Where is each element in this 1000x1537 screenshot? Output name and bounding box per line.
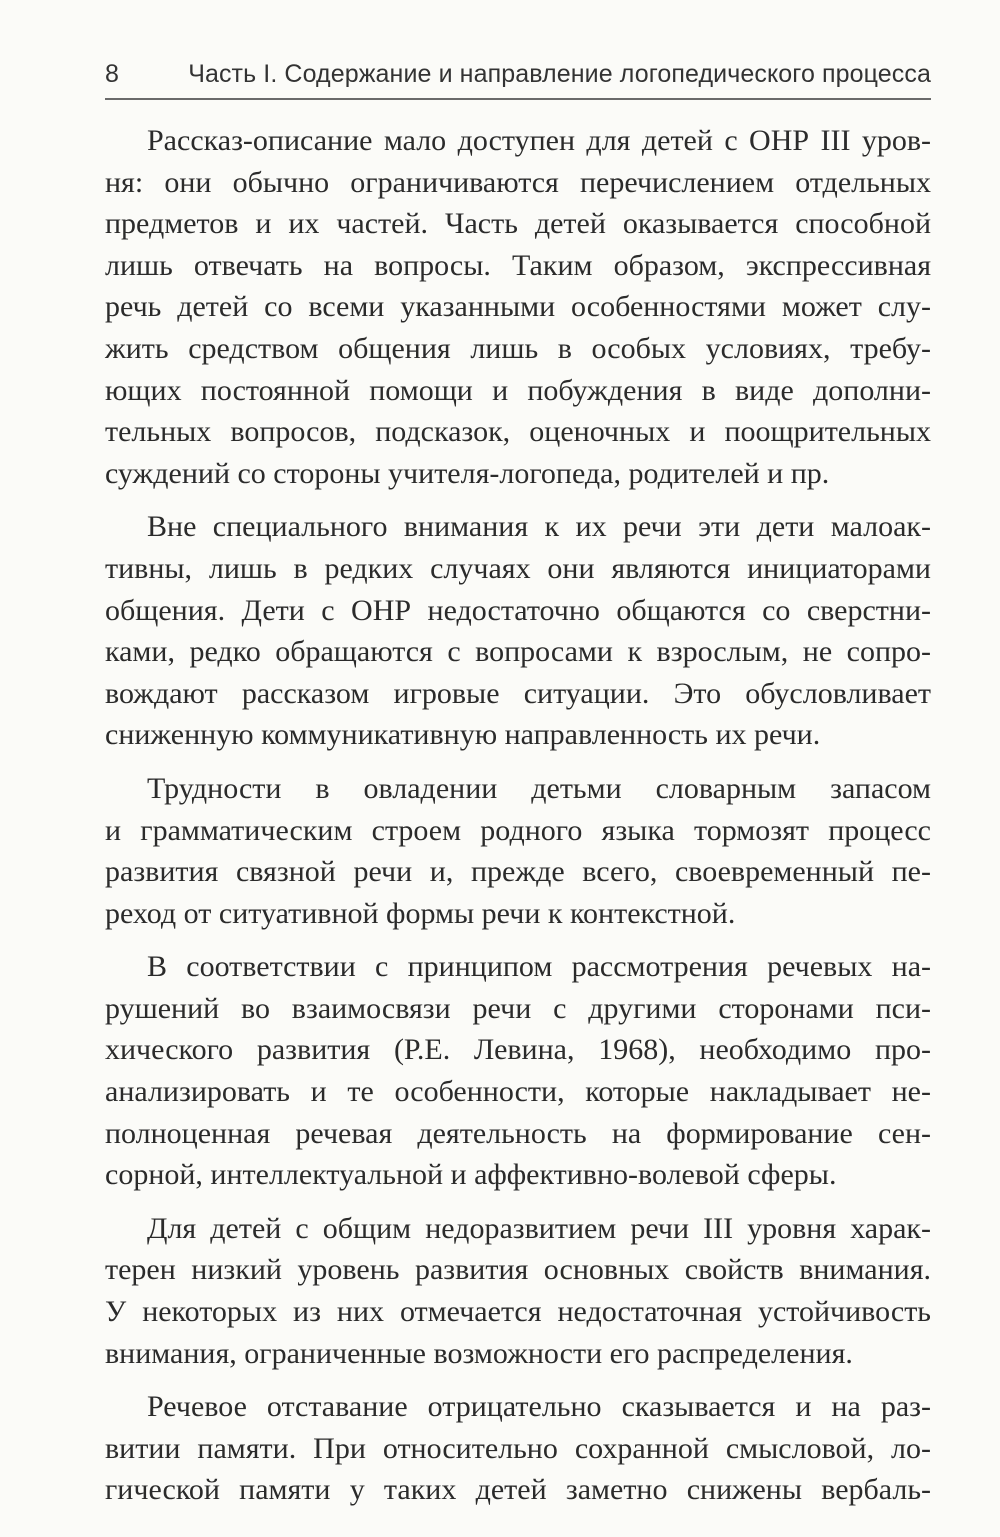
paragraph-3 <box>105 768 931 934</box>
text-line: тельных вопросов, подсказок, оценочных и поощрительных <box>105 415 931 449</box>
paragraph-6 <box>105 1386 931 1511</box>
text-line: ками, редко обращаются с вопросами к взрослым, не сопро- <box>105 635 931 669</box>
text-line: У некоторых из них отмечается недостаточная устойчивость <box>105 1295 931 1329</box>
text-line: Рассказ-описание мало доступен для детей с ОНР III уров- <box>147 124 931 157</box>
page-header <box>105 58 931 100</box>
paragraph-2 <box>105 506 931 756</box>
text-line: общения. Дети с ОНР недостаточно общаются со сверстни- <box>105 593 931 627</box>
text-line: полноценная речевая деятельность на формирование сен- <box>105 1116 931 1150</box>
text-line: суждений со стороны учителя-логопеда, родителей и пр. <box>105 456 830 490</box>
text-line: Речевое отставание отрицательно сказывается и на раз- <box>147 1390 931 1424</box>
text-line: тивны, лишь в редких случаях они являются инициаторами <box>105 551 931 585</box>
text-line: предметов и их частей. Часть детей оказывается способной <box>105 207 931 241</box>
text-line: Для детей с общим недоразвитием речи III уровня харак- <box>147 1211 931 1245</box>
running-head: Часть I. Содержание и направление логопедического процесса <box>188 60 931 88</box>
text-line: развития связной речи и, прежде всего, своевременный пе- <box>105 855 931 889</box>
text-line: хического развития (Р.Е. Левина, 1968), необходимо про- <box>105 1033 931 1067</box>
text-line: Вне специального внимания к их речи эти дети малоак- <box>147 510 931 544</box>
text-line: витии памяти. При относительно сохранной смысловой, ло- <box>105 1431 931 1465</box>
text-line: лишь отвечать на вопросы. Таким образом, экспрессивная <box>105 248 931 282</box>
body-text <box>105 120 931 1523</box>
text-line: и грамматическим строем родного языка тормозят процесс <box>105 813 931 847</box>
paragraph-5 <box>105 1208 931 1374</box>
text-line: внимания, ограниченные возможности его распределения. <box>105 1336 853 1370</box>
text-line: вождают рассказом игровые ситуации. Это обусловливает <box>105 676 931 710</box>
text-line: сорной, интеллектуальной и аффективно-волевой сферы. <box>105 1158 837 1192</box>
paragraph-1 <box>105 120 931 494</box>
text-line: Трудности в овладении детьми словарным запасом <box>147 771 931 805</box>
text-line: ющих постоянной помощи и побуждения в виде дополни- <box>105 373 931 407</box>
text-line: терен низкий уровень развития основных свойств внимания. <box>105 1253 931 1287</box>
paragraph-4 <box>105 946 931 1196</box>
text-line: речь детей со всеми указанными особенностями может слу- <box>105 290 931 324</box>
text-line: реход от ситуативной формы речи к контекстной. <box>105 896 736 930</box>
text-line: сниженную коммуникативную направленность их речи. <box>105 718 821 752</box>
text-line: В соответствии с принципом рассмотрения речевых на- <box>147 950 931 984</box>
page-number: 8 <box>105 60 119 88</box>
text-line: рушений во взаимосвязи речи с другими сторонами пси- <box>105 991 931 1025</box>
text-line: анализировать и те особенности, которые накладывает не- <box>105 1075 931 1109</box>
text-line: гической памяти у таких детей заметно снижены вербаль- <box>105 1473 931 1507</box>
text-line: ня: они обычно ограничиваются перечислением отдельных <box>105 165 931 199</box>
text-line: жить средством общения лишь в особых условиях, требу- <box>105 331 931 365</box>
